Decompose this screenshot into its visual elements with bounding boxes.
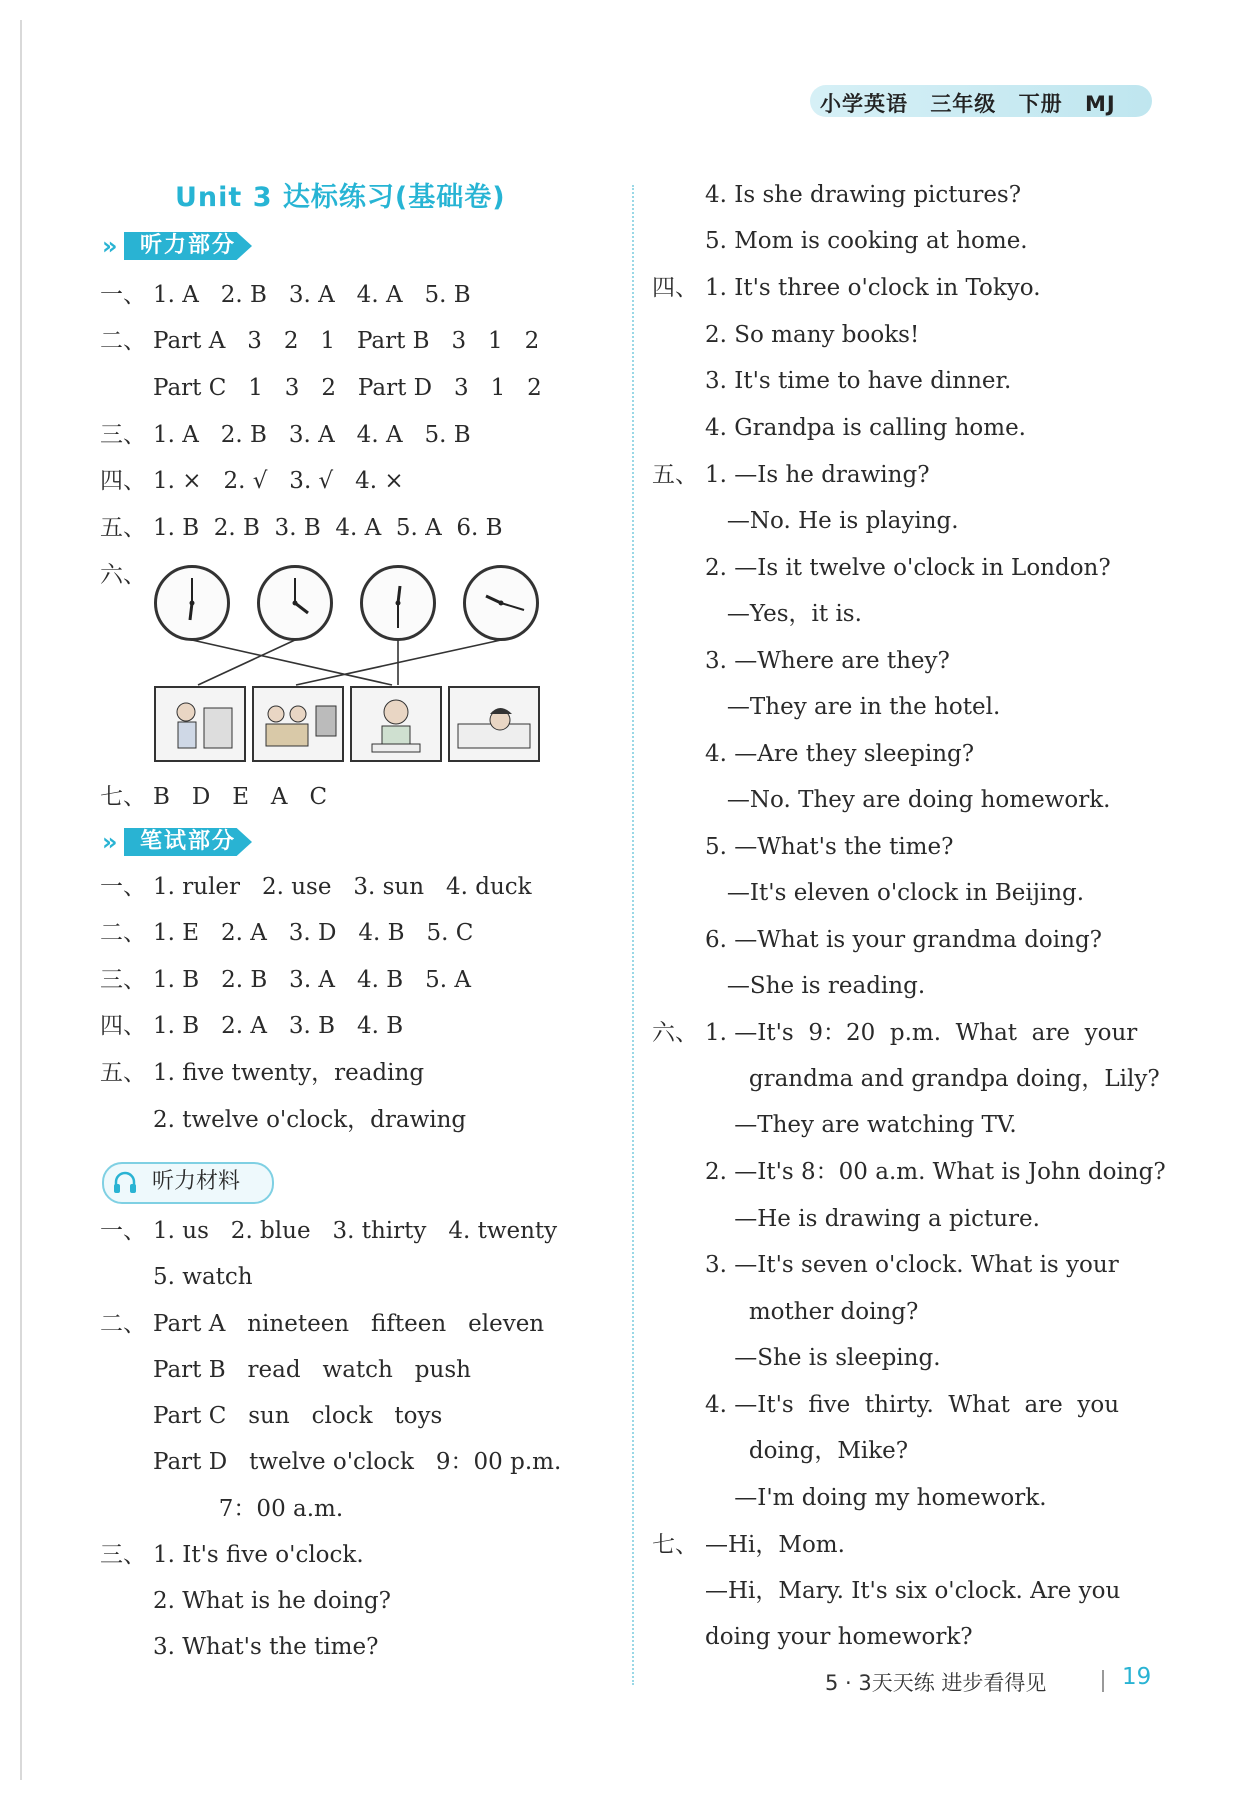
- question-marker: 四、: [100, 468, 146, 494]
- answer-line: Part A 3 2 1 Part B 3 1 2: [153, 328, 540, 354]
- question-marker: 四、: [100, 1013, 146, 1039]
- answer-line: 1. It's three o'clock in Tokyo.: [705, 275, 1041, 301]
- answer-line: —No. They are doing homework.: [705, 787, 1111, 813]
- question-marker: 二、: [100, 920, 146, 946]
- answer-line: —They are in the hotel.: [705, 694, 1001, 720]
- question-marker: 五、: [100, 515, 146, 541]
- question-marker: 六、: [652, 1020, 698, 1046]
- header-edition: MJ: [1084, 92, 1116, 116]
- answer-line: Part A nineteen fifteen eleven: [153, 1311, 545, 1337]
- answer-line: 1. ruler 2. use 3. sun 4. duck: [153, 874, 532, 900]
- answer-line: mother doing?: [705, 1299, 919, 1325]
- answer-line: 4. —Are they sleeping?: [705, 741, 975, 767]
- answer-line: Part C sun clock toys: [153, 1403, 443, 1429]
- answer-line: 4. Is she drawing pictures?: [705, 182, 1022, 208]
- answer-line: 3. —It's seven o'clock. What is your: [705, 1252, 1119, 1278]
- answer-line: 2. —Is it twelve o'clock in London?: [705, 555, 1111, 581]
- header-subject: 小学英语: [820, 92, 908, 116]
- arrow-icon: »: [102, 232, 118, 260]
- answer-line: —They are watching TV.: [705, 1112, 1017, 1138]
- question-marker: 一、: [100, 1218, 146, 1244]
- answer-line: —She is sleeping.: [705, 1345, 941, 1371]
- section-label-writing: 笔试部分: [140, 829, 237, 854]
- answer-line: 2. So many books!: [705, 322, 920, 348]
- answer-line: —I'm doing my homework.: [705, 1485, 1047, 1511]
- section-label-listening: 听力部分: [140, 233, 237, 258]
- answer-line: 1. B 2. B 3. B 4. A 5. A 6. B: [153, 515, 503, 541]
- answer-line: doing your homework?: [705, 1624, 973, 1650]
- question-marker: 五、: [652, 462, 698, 488]
- section-label-material: 听力材料: [152, 1169, 241, 1194]
- answer-line: 2. —It's 8：00 a.m. What is John doing?: [705, 1159, 1166, 1185]
- answer-line: 4. —It's five thirty. What are you: [705, 1392, 1120, 1418]
- arrow-icon: »: [102, 828, 118, 856]
- answer-line: 1. A 2. B 3. A 4. A 5. B: [153, 282, 471, 308]
- question-marker: 七、: [100, 784, 146, 810]
- question-marker: 一、: [100, 874, 146, 900]
- answer-line: 6. —What is your grandma doing?: [705, 927, 1102, 953]
- answer-line: 1. B 2. A 3. B 4. B: [153, 1013, 404, 1039]
- answer-line: B D E A C: [153, 784, 328, 810]
- answer-line: 1. A 2. B 3. A 4. A 5. B: [153, 422, 471, 448]
- unit-title: Unit 3 达标练习(基础卷): [175, 182, 506, 213]
- picture-watching-tv: [252, 686, 344, 762]
- footer-slogan: 5 · 3天天练 进步看得见: [825, 1671, 1047, 1695]
- answer-line: —She is reading.: [705, 973, 926, 999]
- question-marker: 六、: [100, 562, 146, 588]
- header-volume: 下册: [1018, 92, 1063, 116]
- picture-cooking: [154, 686, 246, 762]
- answer-line: 1. —Is he drawing?: [705, 462, 930, 488]
- header-grade: 三年级: [930, 92, 997, 116]
- answer-line: 3. —Where are they?: [705, 648, 950, 674]
- answer-line: Part D twelve o'clock 9：00 p.m.: [153, 1449, 562, 1475]
- answer-line: 1. It's five o'clock.: [153, 1542, 364, 1568]
- answer-line: grandma and grandpa doing，Lily?: [705, 1066, 1160, 1092]
- answer-line: 2. What is he doing?: [153, 1588, 391, 1614]
- answer-line: 2. twelve o'clock，drawing: [153, 1107, 467, 1133]
- answer-line: —No. He is playing.: [705, 508, 959, 534]
- question-marker: 二、: [100, 328, 146, 354]
- question-marker: 三、: [100, 1542, 146, 1568]
- answer-line: 4. Grandpa is calling home.: [705, 415, 1026, 441]
- answer-line: 1. E 2. A 3. D 4. B 5. C: [153, 920, 474, 946]
- picture-drawing: [350, 686, 442, 762]
- picture-sleeping: [448, 686, 540, 762]
- answer-line: —Yes，it is.: [705, 601, 862, 627]
- question-marker: 三、: [100, 422, 146, 448]
- answer-line: 1. —It's 9：20 p.m. What are your: [705, 1020, 1138, 1046]
- answer-line: 1. × 2. √ 3. √ 4. ×: [153, 468, 404, 494]
- answer-line: 1. five twenty，reading: [153, 1060, 425, 1086]
- question-marker: 二、: [100, 1311, 146, 1337]
- question-marker: 四、: [652, 275, 698, 301]
- answer-line: Part B read watch push: [153, 1357, 471, 1383]
- page-number: 19: [1122, 1664, 1152, 1690]
- answer-line: —Hi，Mom.: [705, 1532, 845, 1558]
- answer-line: doing，Mike?: [705, 1438, 909, 1464]
- question-marker: 三、: [100, 967, 146, 993]
- question-marker: 五、: [100, 1060, 146, 1086]
- question-marker: 一、: [100, 282, 146, 308]
- answer-line: 3. It's time to have dinner.: [705, 368, 1012, 394]
- answer-line: 7：00 a.m.: [153, 1496, 344, 1522]
- answer-line: Part C 1 3 2 Part D 3 1 2: [153, 375, 542, 401]
- answer-line: 1. us 2. blue 3. thirty 4. twenty: [153, 1218, 558, 1244]
- footer-separator: [1102, 1670, 1104, 1692]
- answer-line: —Hi，Mary. It's six o'clock. Are you: [705, 1578, 1121, 1604]
- answer-line: 3. What's the time?: [153, 1634, 379, 1660]
- answer-line: 5. watch: [153, 1264, 253, 1290]
- answer-line: —It's eleven o'clock in Beijing.: [705, 880, 1085, 906]
- answer-line: 5. —What's the time?: [705, 834, 954, 860]
- answer-line: 5. Mom is cooking at home.: [705, 228, 1028, 254]
- answer-line: 1. B 2. B 3. A 4. B 5. A: [153, 967, 471, 993]
- answer-line: —He is drawing a picture.: [705, 1206, 1040, 1232]
- question-marker: 七、: [652, 1532, 698, 1558]
